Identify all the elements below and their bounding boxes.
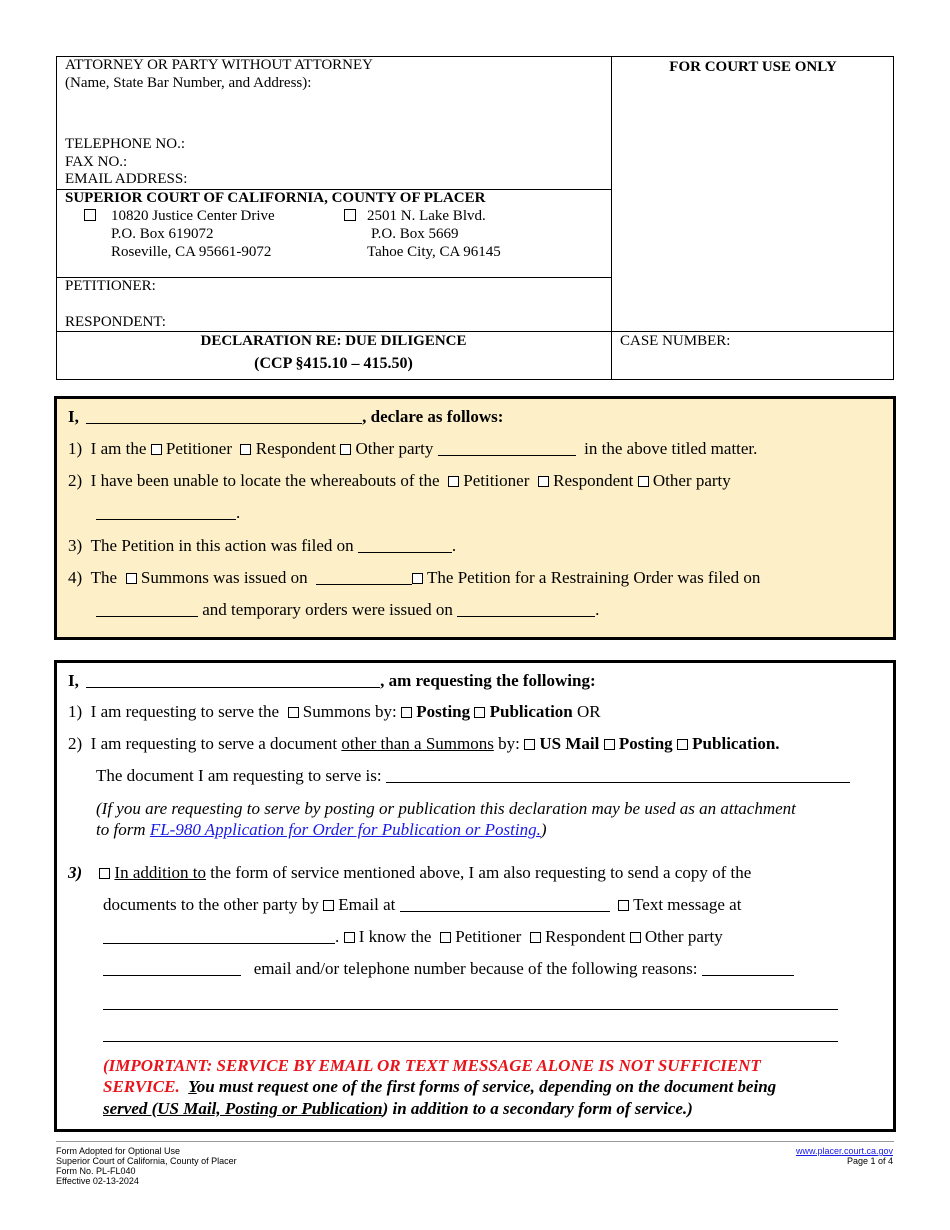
s2-reasons-field-3[interactable] bbox=[103, 1041, 838, 1042]
footer-rule bbox=[56, 1141, 894, 1142]
requester-name-field[interactable] bbox=[86, 672, 380, 688]
s1-summons-date-field[interactable] bbox=[316, 569, 412, 585]
s2-summons-checkbox[interactable] bbox=[288, 707, 299, 718]
roseville-po: P.O. Box 619072 bbox=[111, 226, 214, 242]
footer-line-4: Effective 02-13-2024 bbox=[56, 1176, 139, 1186]
s2-summons-posting-checkbox[interactable] bbox=[401, 707, 412, 718]
s2-text-message-field[interactable] bbox=[103, 928, 335, 944]
tahoe-street: 2501 N. Lake Blvd. bbox=[367, 208, 486, 224]
roseville-checkbox[interactable] bbox=[84, 209, 96, 221]
s2-note-line-2: to form FL-980 Application for Order for Publication or Posting.) bbox=[96, 820, 547, 839]
s1-item-2: 2) I have been unable to locate the whereabouts of the Petitioner Respondent Other party bbox=[68, 471, 731, 490]
s2-item-3-line-4: email and/or telephone number because of the following reasons: bbox=[103, 959, 794, 979]
s1-item1-other-checkbox[interactable] bbox=[340, 444, 351, 455]
s2-doc-posting-checkbox[interactable] bbox=[604, 739, 615, 750]
s1-item1-petitioner-checkbox[interactable] bbox=[151, 444, 162, 455]
s2-reasons-field-1[interactable] bbox=[702, 960, 794, 976]
s1-item1-respondent-checkbox[interactable] bbox=[240, 444, 251, 455]
s1-temporary-orders-date-field[interactable] bbox=[457, 601, 595, 617]
footer-line-2: Superior Court of California, County of Placer bbox=[56, 1156, 237, 1166]
tahoe-city: Tahoe City, CA 96145 bbox=[367, 244, 501, 260]
s2-document-line: The document I am requesting to serve is: bbox=[96, 766, 850, 786]
s1-item-2-continued: . bbox=[96, 503, 240, 523]
s1-item1-other-field[interactable] bbox=[438, 440, 576, 456]
fl-980-link[interactable]: FL-980 Application for Order for Publication or Posting. bbox=[149, 820, 541, 839]
footer-line-3: Form No. PL-FL040 bbox=[56, 1166, 136, 1176]
important-line-2: SERVICE. You must request one of the first forms of service, depending on the document being bbox=[103, 1077, 777, 1096]
s1-item-1: 1) I am the Petitioner Respondent Other party in the above titled matter. bbox=[68, 439, 758, 458]
s2-email-field[interactable] bbox=[400, 896, 610, 912]
declare-line: I, , declare as follows: bbox=[68, 407, 504, 426]
s1-item2-respondent-checkbox[interactable] bbox=[538, 476, 549, 487]
footer-line-1: Form Adopted for Optional Use bbox=[56, 1146, 181, 1156]
s1-restraining-filed-date-field[interactable] bbox=[96, 601, 198, 617]
s2-item-3-line-3: . I know the Petitioner Respondent Other party bbox=[103, 927, 723, 947]
roseville-city: Roseville, CA 95661-9072 bbox=[111, 244, 272, 260]
s2-email-checkbox[interactable] bbox=[323, 900, 334, 911]
s2-text-message-checkbox[interactable] bbox=[618, 900, 629, 911]
petitioner-label: PETITIONER: bbox=[65, 278, 156, 294]
tahoe-po: P.O. Box 5669 bbox=[371, 226, 459, 242]
roseville-street: 10820 Justice Center Drive bbox=[111, 208, 275, 224]
important-line-3: served (US Mail, Posting or Publication) in addition to a secondary form of service.) bbox=[103, 1099, 693, 1118]
s2-know-other-checkbox[interactable] bbox=[630, 932, 641, 943]
footer-page-number: Page 1 of 4 bbox=[846, 1156, 893, 1166]
case-number-label: CASE NUMBER: bbox=[620, 333, 731, 349]
attorney-label: ATTORNEY OR PARTY WITHOUT ATTORNEY bbox=[65, 57, 374, 73]
declarant-name-field[interactable] bbox=[86, 408, 362, 424]
s2-i-know-checkbox[interactable] bbox=[344, 932, 355, 943]
court-name: SUPERIOR COURT OF CALIFORNIA, COUNTY OF PLACER bbox=[65, 190, 486, 206]
s2-know-petitioner-checkbox[interactable] bbox=[440, 932, 451, 943]
s2-doc-usmail-checkbox[interactable] bbox=[524, 739, 535, 750]
s1-restraining-order-checkbox[interactable] bbox=[412, 573, 423, 584]
s2-note-line-1: (If you are requesting to serve by posting or publication this declaration may be used as an attachment bbox=[96, 799, 796, 818]
s1-summons-checkbox[interactable] bbox=[126, 573, 137, 584]
s2-document-field[interactable] bbox=[386, 767, 850, 783]
s2-item-2: 2) I am requesting to serve a document other than a Summons by: US Mail Posting Publication. bbox=[68, 734, 780, 753]
s2-item-1: 1) I am requesting to serve the Summons by: Posting Publication OR bbox=[68, 702, 601, 721]
caption-divider-3 bbox=[56, 331, 894, 332]
tahoe-checkbox[interactable] bbox=[344, 209, 356, 221]
email-address-label: EMAIL ADDRESS: bbox=[65, 171, 188, 187]
telephone-label: TELEPHONE NO.: bbox=[65, 136, 185, 152]
s1-item-4-continued: and temporary orders were issued on . bbox=[96, 600, 599, 620]
s1-item-4: 4) The Summons was issued on The Petition for a Restraining Order was filed on bbox=[68, 568, 761, 587]
fax-label: FAX NO.: bbox=[65, 154, 128, 170]
s1-item2-petitioner-checkbox[interactable] bbox=[448, 476, 459, 487]
s2-know-other-field[interactable] bbox=[103, 960, 241, 976]
request-line: I, , am requesting the following: bbox=[68, 671, 596, 690]
s1-item2-other-checkbox[interactable] bbox=[638, 476, 649, 487]
s1-petition-filed-date-field[interactable] bbox=[358, 537, 452, 553]
form-subtitle: (CCP §415.10 – 415.50) bbox=[254, 355, 413, 372]
s2-item-3: 3) In addition to the form of service mentioned above, I am also requesting to send a copy of the bbox=[68, 863, 752, 882]
respondent-label: RESPONDENT: bbox=[65, 314, 166, 330]
s2-reasons-field-2[interactable] bbox=[103, 1009, 838, 1010]
s2-summons-publication-checkbox[interactable] bbox=[474, 707, 485, 718]
s2-doc-publication-checkbox[interactable] bbox=[677, 739, 688, 750]
s2-know-respondent-checkbox[interactable] bbox=[530, 932, 541, 943]
important-line-1: (IMPORTANT: SERVICE BY EMAIL OR TEXT MESSAGE ALONE IS NOT SUFFICIENT bbox=[103, 1056, 761, 1075]
s2-item-3-line-2: documents to the other party by Email at Text message at bbox=[103, 895, 742, 914]
s1-item2-other-field[interactable] bbox=[96, 504, 236, 520]
attorney-sublabel: (Name, State Bar Number, and Address): bbox=[65, 75, 312, 91]
s2-in-addition-checkbox[interactable] bbox=[99, 868, 110, 879]
court-use-label: FOR COURT USE ONLY bbox=[669, 59, 837, 75]
s1-item-3: 3) The Petition in this action was filed on . bbox=[68, 536, 457, 555]
footer-url-link[interactable]: www.placer.court.ca.gov bbox=[795, 1146, 893, 1156]
form-title: DECLARATION RE: DUE DILIGENCE bbox=[200, 333, 467, 349]
